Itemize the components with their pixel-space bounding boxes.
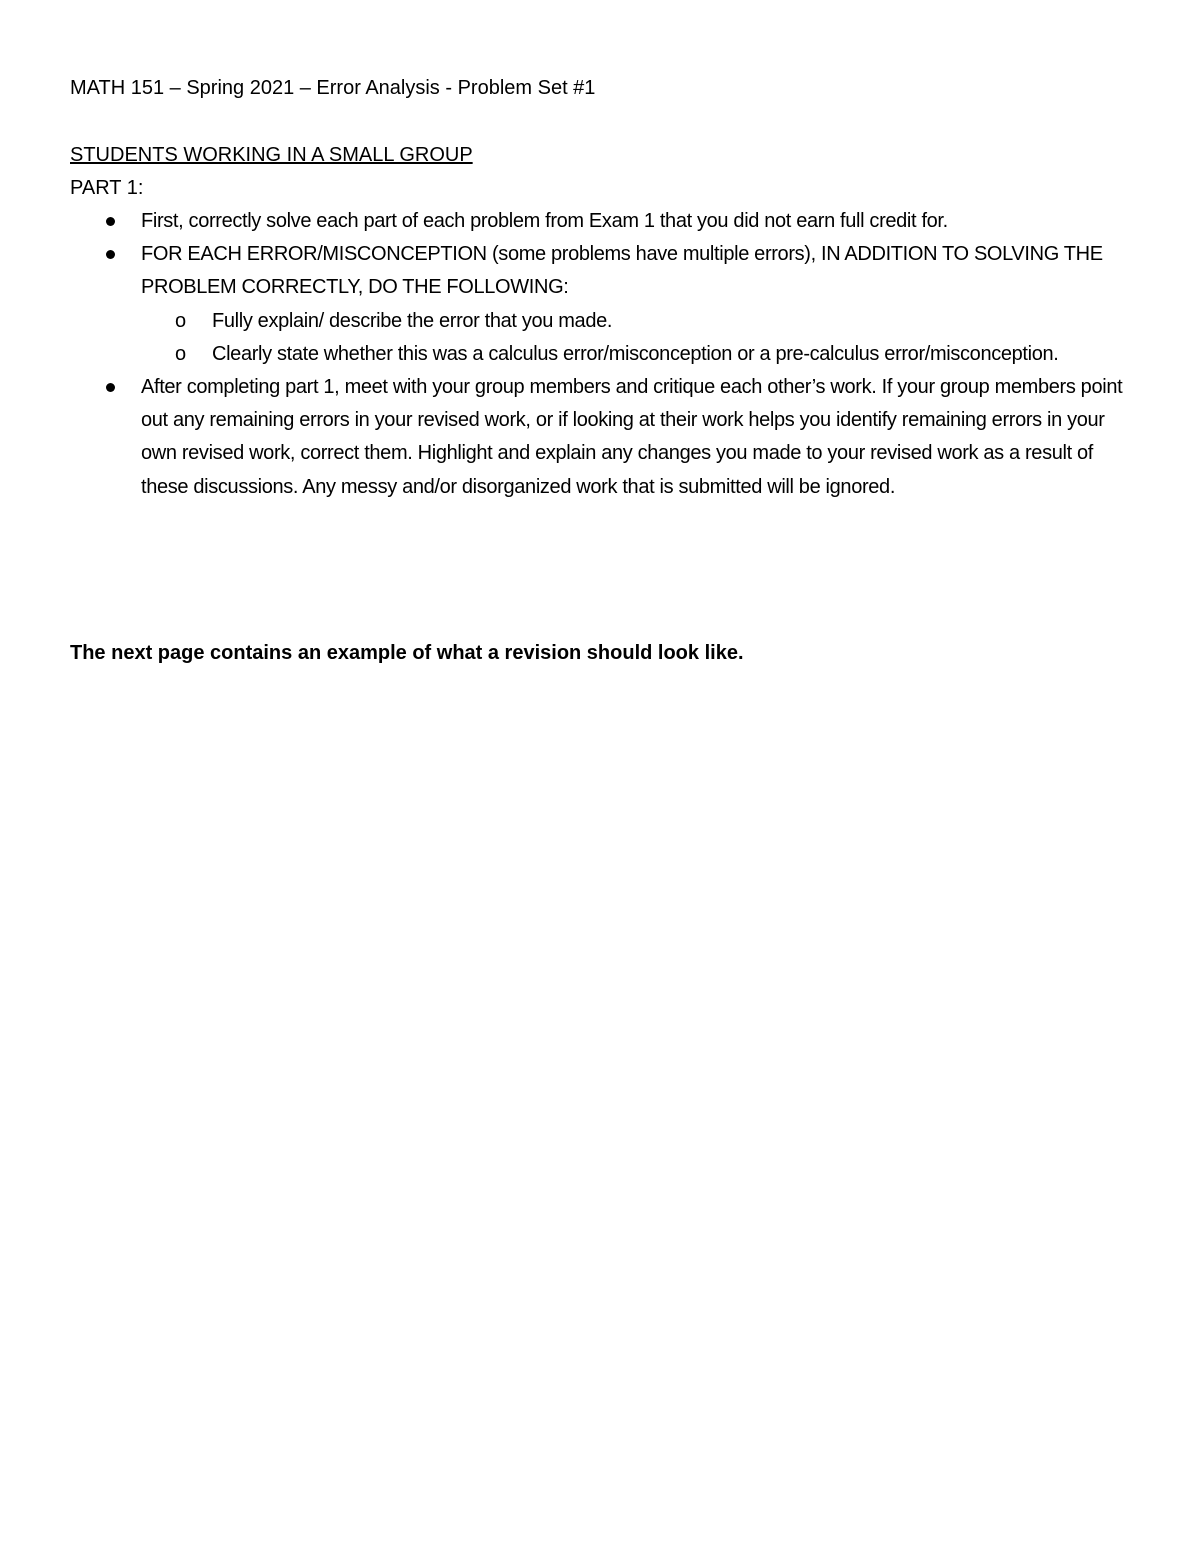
- instruction-text: First, correctly solve each part of each problem from Exam 1 that you did not earn full credit for.: [141, 210, 948, 232]
- closing-note: The next page contains an example of what a revision should look like.: [70, 642, 744, 664]
- sub-instruction-text: Clearly state whether this was a calculus error/misconception or a pre-calculus error/misconception.: [212, 342, 1059, 365]
- bullet-icon: [106, 250, 115, 259]
- circle-bullet-icon: o: [175, 342, 186, 365]
- document-title: MATH 151 – Spring 2021 – Error Analysis - Problem Set #1: [70, 77, 596, 99]
- bullet-icon: [106, 383, 115, 392]
- instruction-item: [0, 238, 1200, 371]
- bullet-icon: [106, 217, 115, 226]
- instruction-text: After completing part 1, meet with your group members and critique each other’s work. If your group members point out any remaining errors in your revised work, or if looking at their work helps you identify remaining errors in your own revised work, correct them. Highlight and explain any changes you made to your revised work as a result of these discussions. Any messy and/or disorganized work that is submitted will be ignored.: [141, 376, 1123, 498]
- sub-instruction-list: [141, 305, 1130, 371]
- section-heading: STUDENTS WORKING IN A SMALL GROUP: [70, 144, 473, 166]
- sub-instruction-item: [141, 338, 1130, 371]
- instruction-list: [0, 205, 1200, 504]
- sub-instruction-text: Fully explain/ describe the error that you made.: [212, 309, 613, 332]
- circle-bullet-icon: o: [175, 309, 186, 332]
- part-label: PART 1:: [70, 177, 144, 199]
- instruction-item: [0, 205, 1200, 238]
- instruction-text: FOR EACH ERROR/MISCONCEPTION (some problems have multiple errors), IN ADDITION TO SOLVING THE PROBLEM CORRECTLY, DO THE FOLLOWING:: [141, 243, 1103, 299]
- instruction-item: [0, 371, 1200, 504]
- sub-instruction-item: [141, 305, 1130, 338]
